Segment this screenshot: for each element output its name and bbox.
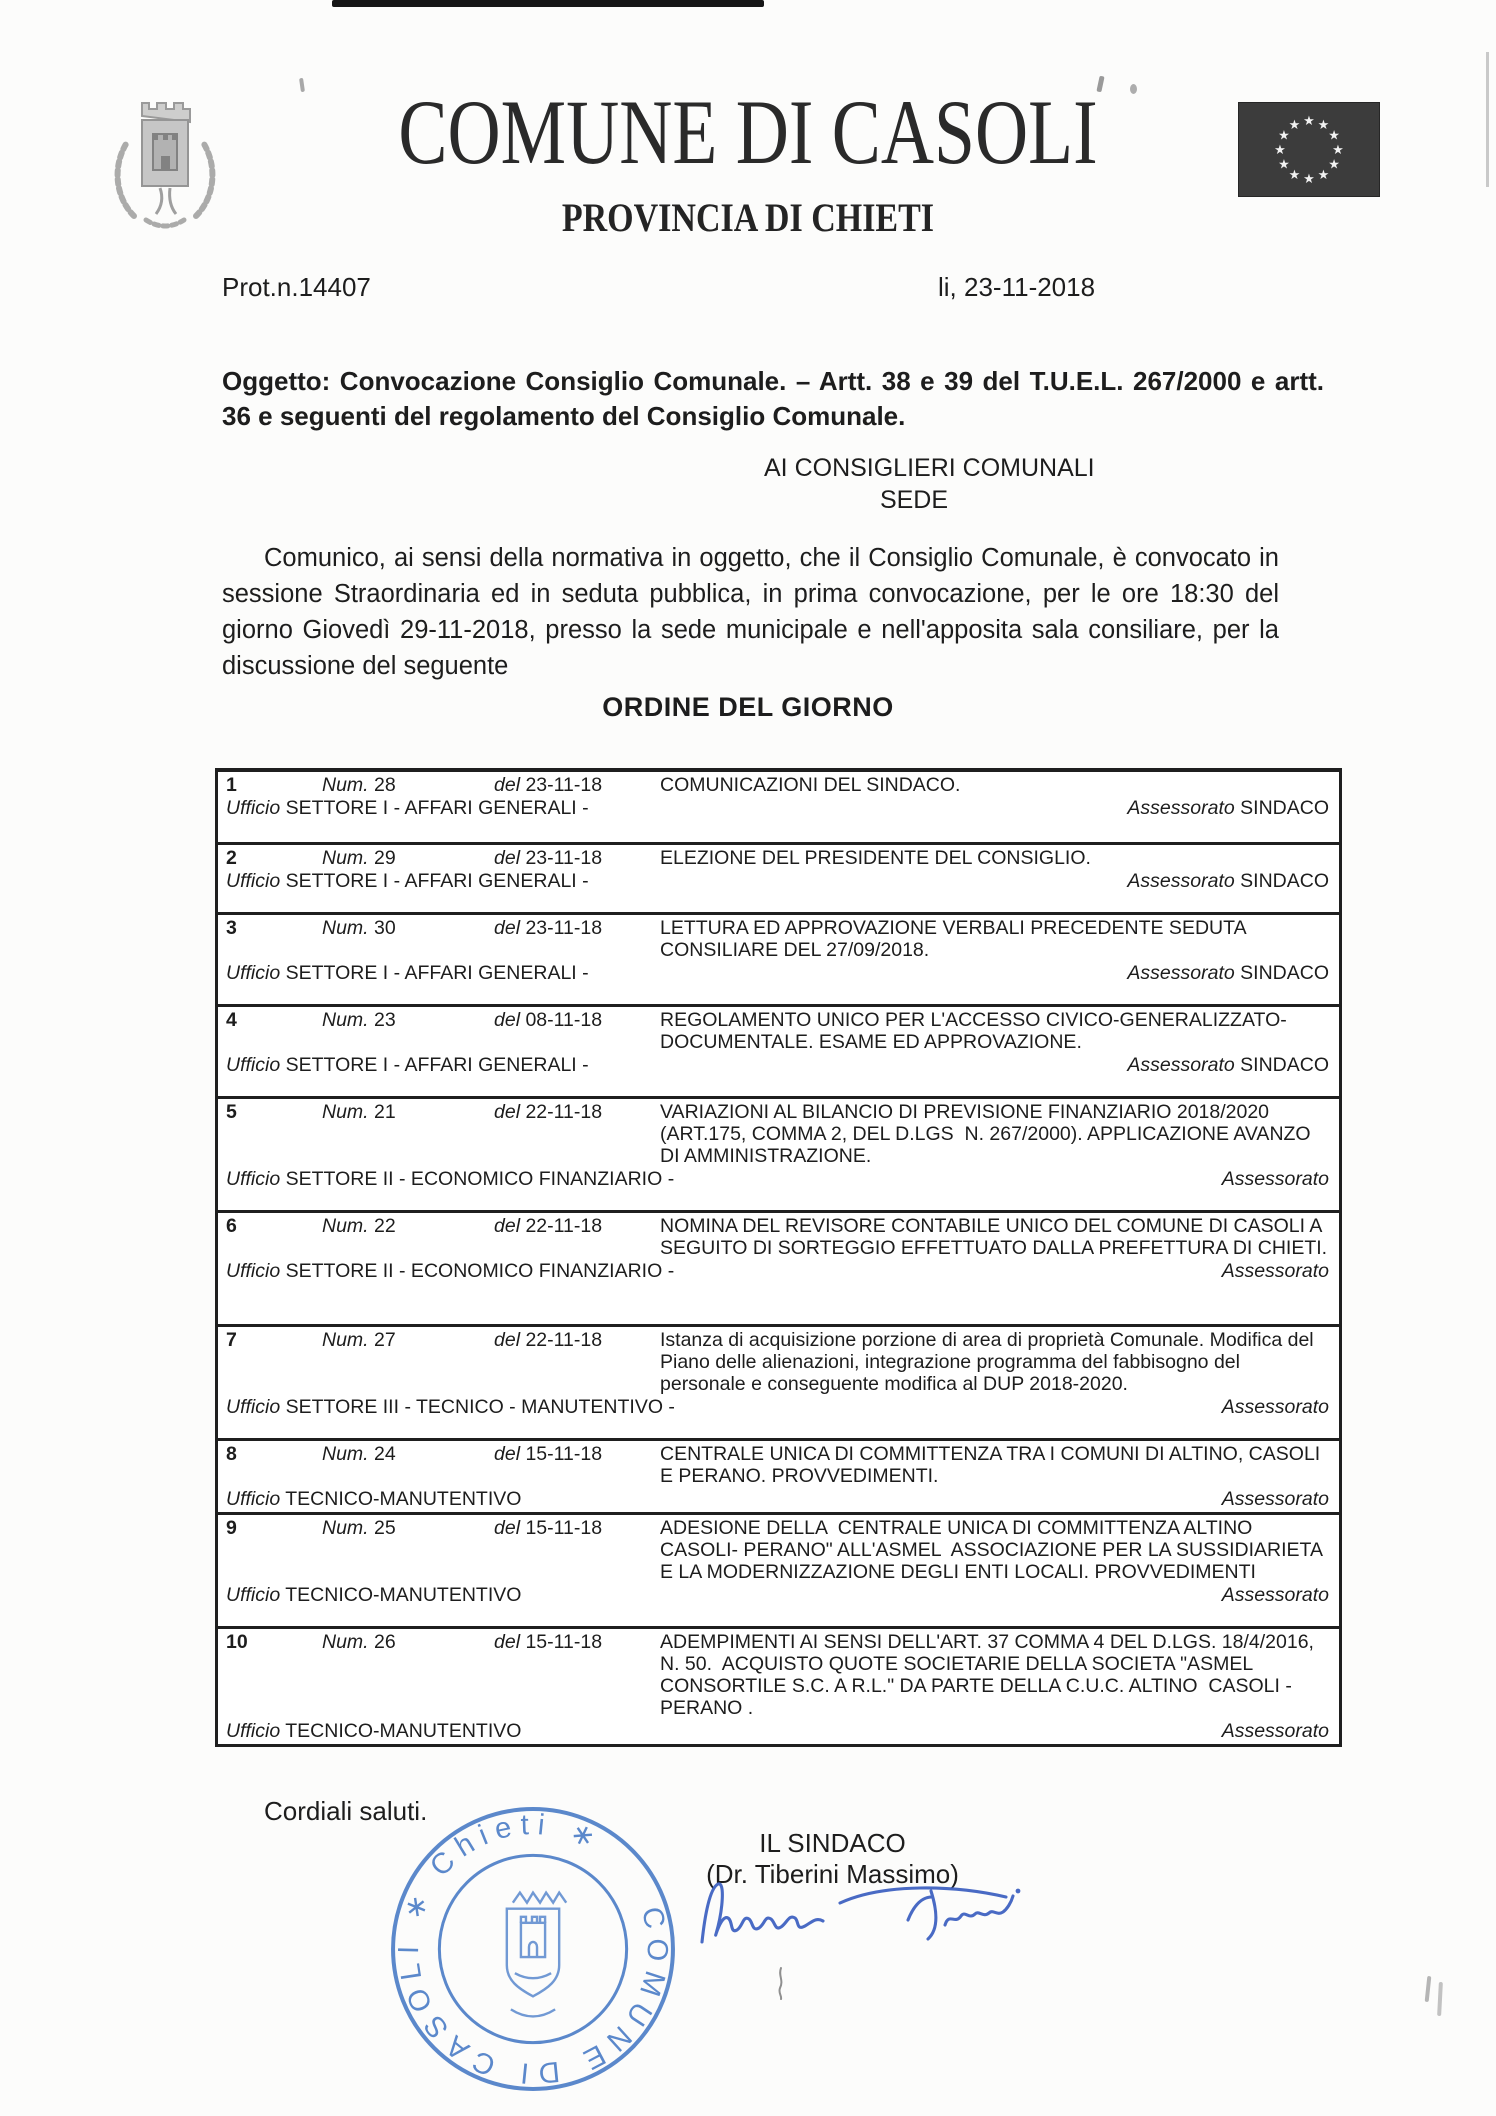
agenda-item-date: del 23-11-18 — [494, 917, 603, 939]
agenda-item-number: 6 — [226, 1215, 237, 1237]
agenda-item-num: Num. 26 — [322, 1631, 396, 1653]
agenda-item-num: Num. 23 — [322, 1009, 396, 1031]
agenda-item-assessorato: Assessorato SINDACO — [1127, 1054, 1329, 1076]
agenda-item-office: Ufficio SETTORE I - AFFARI GENERALI - — [226, 870, 589, 892]
agenda-item-subject: CENTRALE UNICA DI COMMITTENZA TRA I COMUNI DI ALTINO, CASOLI E PERANO. PROVVEDIMENTI. — [660, 1443, 1326, 1487]
agenda-item-assessorato: Assessorato — [1221, 1720, 1329, 1742]
agenda-item-subject: COMUNICAZIONI DEL SINDACO. — [660, 774, 961, 796]
signer-name: (Dr. Tiberini Massimo) — [706, 1859, 959, 1889]
agenda-item-num: Num. 25 — [322, 1517, 396, 1539]
agenda-item-number: 8 — [226, 1443, 237, 1465]
scan-artifact-speck — [1425, 1976, 1432, 2002]
agenda-row — [218, 1438, 1339, 1512]
agenda-item-number: 9 — [226, 1517, 237, 1539]
agenda-item-date: del 23-11-18 — [494, 774, 603, 796]
svg-text:★: ★ — [1288, 168, 1301, 184]
body-paragraph: Comunico, ai sensi della normativa in oggetto, che il Consiglio Comunale, è convocato in sessione Straordinaria ed in seduta pubblica, in prima convocazione, per le ore 18:30 del giorno Giovedì 29-11-2018, presso la sede municipale e nell'apposita sala consiliare, per la discussione del seguente — [222, 544, 1279, 680]
page-subtitle — [0, 196, 1496, 240]
agenda-row — [218, 1004, 1339, 1096]
agenda-table — [215, 768, 1342, 1747]
date-line: li, 23-11-2018 — [938, 272, 1096, 302]
agenda-item-subject: Istanza di acquisizione porzione di area di proprietà Comunale. Modifica del Piano delle alienazioni, integrazione programma del fabbisogno del personale e conseguente modifica al DUP 2018-2020. — [660, 1329, 1320, 1395]
agenda-item-assessorato: Assessorato SINDACO — [1127, 962, 1329, 984]
agenda-row — [218, 1626, 1339, 1744]
municipal-stamp — [386, 1802, 680, 2096]
agenda-item-office: Ufficio SETTORE III - TECNICO - MANUTENTIVO - — [226, 1396, 675, 1418]
recipients-block — [764, 452, 1104, 516]
scan-artifact-speck — [1437, 1982, 1443, 2016]
agenda-item-office: Ufficio SETTORE I - AFFARI GENERALI - — [226, 1054, 589, 1076]
agenda-row — [218, 772, 1339, 842]
salutation: Cordiali saluti. — [264, 1796, 428, 1826]
agenda-row — [218, 1096, 1339, 1210]
agenda-item-date: del 08-11-18 — [494, 1009, 603, 1031]
svg-text:★: ★ — [1303, 114, 1315, 129]
agenda-title: ORDINE DEL GIORNO — [602, 692, 894, 722]
svg-text:★: ★ — [1317, 117, 1330, 133]
agenda-item-assessorato: Assessorato — [1221, 1260, 1329, 1282]
scan-artifact-ink-smudge — [774, 1966, 788, 2000]
province-name: PROVINCIA DI CHIETI — [561, 195, 935, 240]
agenda-item-assessorato: Assessorato SINDACO — [1127, 797, 1329, 819]
agenda-item-subject: LETTURA ED APPROVAZIONE VERBALI PRECEDENTE SEDUTA CONSILIARE DEL 27/09/2018. — [660, 917, 1251, 961]
agenda-item-subject: VARIAZIONI AL BILANCIO DI PREVISIONE FINANZIARIO 2018/2020 (ART.175, COMMA 2, DEL D.LGS N. 267/2000). APPLICAZIONE AVANZO DI AMMINISTRAZIONE. — [660, 1101, 1317, 1167]
agenda-item-office: Ufficio TECNICO-MANUTENTIVO — [226, 1720, 522, 1742]
svg-text:★: ★ — [1288, 117, 1301, 133]
agenda-item-office: Ufficio SETTORE II - ECONOMICO FINANZIARIO - — [226, 1260, 675, 1282]
agenda-item-subject: ADESIONE DELLA CENTRALE UNICA DI COMMITTENZA ALTINO CASOLI- PERANO" ALL'ASMEL ASSOCIAZIONE PER LA SUSSIDIARIETA E LA MODERNIZZAZIONE DEGLI ENTI LOCALI. PROVVEDIMENTI — [660, 1517, 1328, 1583]
stamp-emblem-icon — [507, 1893, 566, 2017]
municipality-name: COMUNE DI CASOLI — [398, 81, 1098, 183]
agenda-item-num: Num. 30 — [322, 917, 396, 939]
agenda-row — [218, 912, 1339, 1004]
agenda-item-office: Ufficio TECNICO-MANUTENTIVO — [226, 1488, 522, 1510]
agenda-item-number: 1 — [226, 774, 237, 796]
svg-text:★: ★ — [1303, 172, 1315, 187]
agenda-item-office: Ufficio TECNICO-MANUTENTIVO — [226, 1584, 522, 1606]
agenda-item-assessorato: Assessorato SINDACO — [1127, 870, 1329, 892]
agenda-item-num: Num. 24 — [322, 1443, 396, 1465]
svg-text:★: ★ — [1328, 157, 1340, 173]
agenda-item-office: Ufficio SETTORE II - ECONOMICO FINANZIARIO - — [226, 1168, 675, 1190]
agenda-item-date: del 22-11-18 — [494, 1329, 603, 1351]
subject-line: Oggetto: Convocazione Consiglio Comunale. – Artt. 38 e 39 del T.U.E.L. 267/2000 e artt. 36 e seguenti del regolamento del Consiglio Comunale. — [222, 366, 1324, 431]
agenda-row — [218, 1512, 1339, 1626]
agenda-item-assessorato: Assessorato — [1221, 1396, 1329, 1418]
svg-text:★: ★ — [1317, 168, 1330, 184]
svg-text:COMUNE DI CASOLI ∗ Chieti ∗ — [386, 1802, 680, 2096]
agenda-item-subject: REGOLAMENTO UNICO PER L'ACCESSO CIVICO-GENERALIZZATO-DOCUMENTALE. ESAME ED APPROVAZIONE. — [660, 1009, 1287, 1053]
agenda-item-date: del 22-11-18 — [494, 1215, 603, 1237]
agenda-item-date: del 23-11-18 — [494, 847, 603, 869]
agenda-item-date: del 22-11-18 — [494, 1101, 603, 1123]
signature-scribble — [692, 1868, 1037, 1968]
agenda-item-number: 3 — [226, 917, 237, 939]
agenda-row — [218, 1324, 1339, 1438]
protocol-number: Prot.n.14407 — [222, 272, 371, 302]
agenda-item-num: Num. 28 — [322, 774, 396, 796]
agenda-item-assessorato: Assessorato — [1221, 1584, 1329, 1606]
agenda-item-assessorato: Assessorato — [1221, 1168, 1329, 1190]
agenda-item-num: Num. 27 — [322, 1329, 396, 1351]
scan-artifact-top-bar — [332, 0, 764, 7]
agenda-item-date: del 15-11-18 — [494, 1443, 603, 1465]
agenda-item-subject: NOMINA DEL REVISORE CONTABILE UNICO DEL COMUNE DI CASOLI A SEGUITO DI SORTEGGIO EFFETTUATO DALLA PREFETTURA DI CHIETI. — [660, 1215, 1328, 1259]
stamp-ring-text: COMUNE DI CASOLI ∗ Chieti ∗ — [392, 1809, 674, 2090]
svg-text:★: ★ — [1274, 143, 1286, 158]
recipient-place: SEDE — [879, 486, 949, 514]
agenda-item-num: Num. 21 — [322, 1101, 396, 1123]
agenda-row — [218, 842, 1339, 912]
recipient-line: AI CONSIGLIERI COMUNALI — [764, 454, 1095, 482]
agenda-item-office: Ufficio SETTORE I - AFFARI GENERALI - — [226, 797, 589, 819]
agenda-item-office: Ufficio SETTORE I - AFFARI GENERALI - — [226, 962, 589, 984]
agenda-item-subject: ELEZIONE DEL PRESIDENTE DEL CONSIGLIO. — [660, 847, 1091, 869]
svg-text:★: ★ — [1278, 157, 1290, 173]
eu-flag-icon — [1238, 102, 1380, 197]
agenda-item-number: 4 — [226, 1009, 237, 1031]
agenda-item-number: 10 — [226, 1631, 248, 1653]
agenda-item-number: 5 — [226, 1101, 237, 1123]
agenda-item-number: 7 — [226, 1329, 237, 1351]
svg-text:★: ★ — [1278, 128, 1290, 144]
agenda-row — [218, 1210, 1339, 1324]
agenda-item-assessorato: Assessorato — [1221, 1488, 1329, 1510]
svg-text:★: ★ — [1332, 143, 1344, 158]
agenda-item-subject: ADEMPIMENTI AI SENSI DELL'ART. 37 COMMA 4 DEL D.LGS. 18/4/2016, N. 50. ACQUISTO QUOTE SOCIETARIE DELLA SOCIETA "ASMEL CONSORTILE S.C. A R.L." DA PARTE DELLA C.U.C. ALTINO CASOLI - PERANO . — [660, 1631, 1320, 1719]
agenda-item-number: 2 — [226, 847, 237, 869]
agenda-item-date: del 15-11-18 — [494, 1631, 603, 1653]
svg-text:★: ★ — [1328, 128, 1340, 144]
agenda-item-date: del 15-11-18 — [494, 1517, 603, 1539]
agenda-item-num: Num. 22 — [322, 1215, 396, 1237]
agenda-item-num: Num. 29 — [322, 847, 396, 869]
signer-title: IL SINDACO — [759, 1828, 906, 1858]
